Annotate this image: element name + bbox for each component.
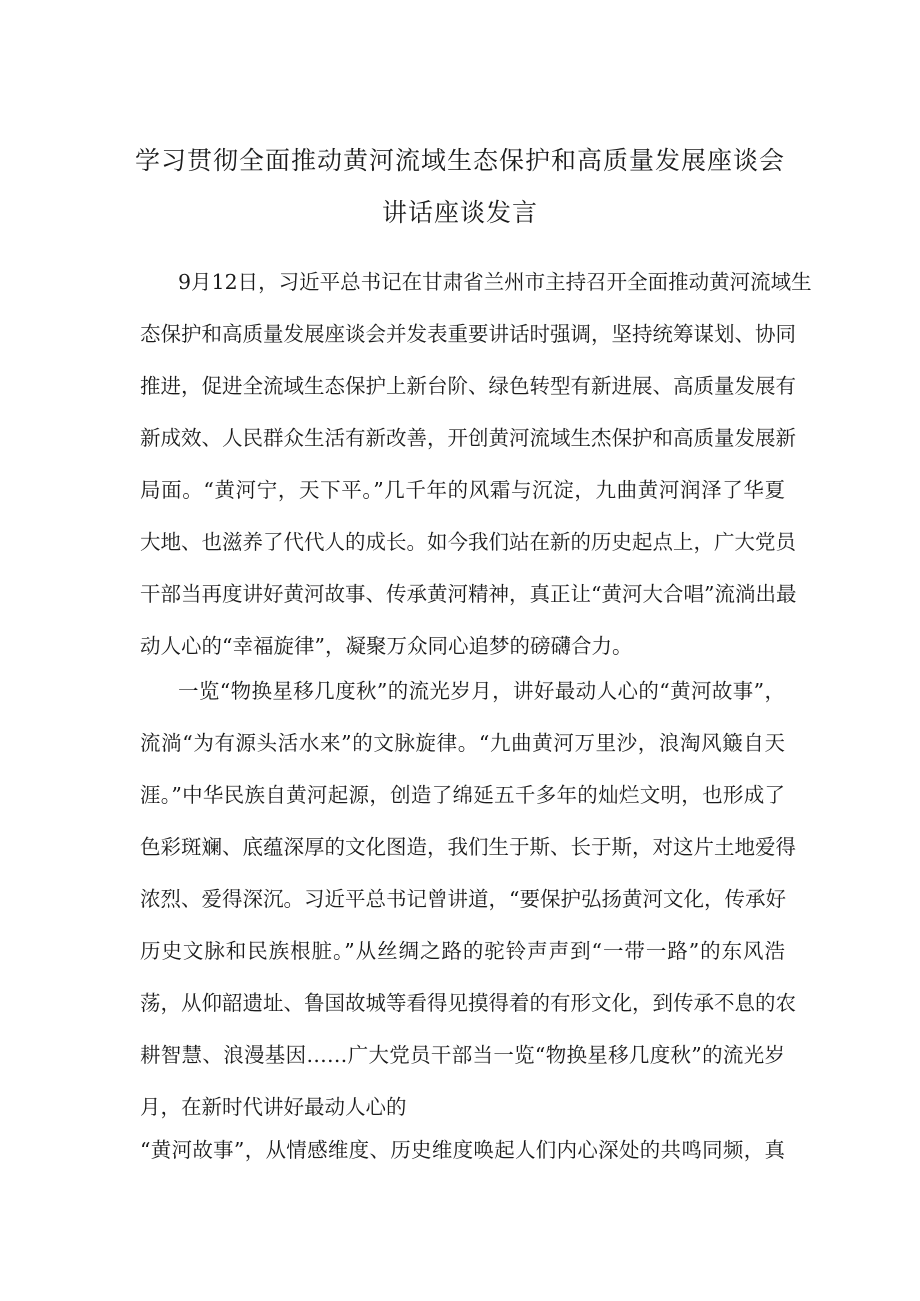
- paragraph-line: 浓烈、爱得深沉。习近平总书记曾讲道，“要保护弘扬黄河文化，传承好: [140, 887, 786, 911]
- paragraph-line: 流淌“为有源头活水来”的文脉旋律。“九曲黄河万里沙，浪淘风簸自天: [140, 731, 785, 755]
- paragraph-line: 态保护和高质量发展座谈会并发表重要讲话时强调，坚持统筹谋划、协同: [140, 322, 796, 346]
- document-title-line-1: 学习贯彻全面推动黄河流域生态保护和高质量发展座谈会: [134, 146, 785, 175]
- paragraph-1: [140, 256, 812, 672]
- document-title-line-2: 讲话座谈发言: [381, 198, 538, 227]
- paragraph-line: 一览“物换星移几度秋”的流光岁月，讲好最动人心的“黄河故事”，: [178, 679, 785, 703]
- paragraph-line: 9月12日，习近平总书记在甘肃省兰州市主持召开全面推动黄河流域生: [178, 270, 812, 294]
- paragraph-3: [140, 1124, 785, 1176]
- paragraph-line: 干部当再度讲好黄河故事、传承黄河精神，真正让“黄河大合唱”流淌出最: [140, 582, 797, 606]
- paragraph-line: 月，在新时代讲好最动人心的: [140, 1095, 407, 1119]
- paragraph-line: 新成效、人民群众生活有新改善，开创黄河流域生杰保护和高质量发展新: [140, 426, 796, 450]
- paragraph-line: 耕智慧、浪漫基因……广大党员干部当一览“物换星移几度秋”的流光岁: [140, 1043, 785, 1067]
- paragraph-line: 历史文脉和民族根脏。”从丝绸之路的驼铃声声到“一带一路”的东风浩: [140, 939, 785, 963]
- paragraph-line: 推进，促进全流域生态保护上新台阶、绿色转型有新进展、高质量发展有: [140, 374, 796, 398]
- paragraph-line: 色彩斑斓、底蕴深厚的文化图造，我们生于斯、长于斯，对这片土地爱得: [140, 835, 796, 859]
- paragraph-line: 大地、也滋养了代代人的成长。如今我们站在新的历史起点上，广大党员: [140, 530, 796, 554]
- paragraph-line: “黄河故事”，从情感维度、历史维度唤起人们内心深处的共鸣同频，真: [140, 1138, 785, 1162]
- paragraph-2: [140, 665, 796, 1133]
- paragraph-line: 涯。”中华民族自黄河起源，创造了绵延五千多年的灿烂文明，也形成了: [140, 783, 785, 807]
- paragraph-line: 局面。“黄河宁，天下平。”几千年的风霜与沉淀，九曲黄河润泽了华夏: [140, 478, 785, 502]
- paragraph-line: 荡，从仰韶遗址、鲁国故城等看得见摸得着的有形文化，到传承不息的农: [140, 991, 796, 1015]
- paragraph-line: 动人心的“幸福旋律”，凝聚万众同心追梦的磅礴合力。: [140, 634, 633, 658]
